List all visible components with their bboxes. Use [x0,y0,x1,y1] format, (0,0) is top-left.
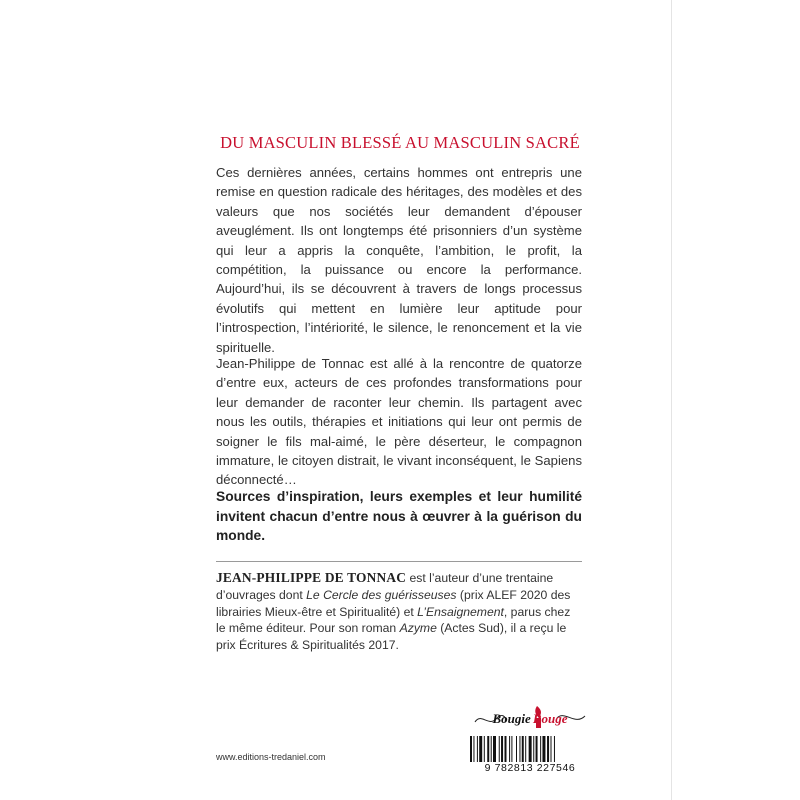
description-paragraph-bold: Sources d’inspiration, leurs exemples et leur humilité invitent chacun d’entre nous à œuvrer à la guérison du monde. [216,489,582,544]
bio-book-3: Azyme [399,621,437,636]
logo-word-2: Rouge [532,711,568,726]
bio-book-1: Le Cercle des guérisseuses [306,587,457,602]
divider [216,561,582,562]
description-paragraph-2: Jean-Philippe de Tonnac est allé à la rencontre de quatorze d’entre eux, acteurs de ces profondes transformations pour leur demander de raconter leur chemin. Ils partagent avec nous les outils, thérapies et initiations qui leur ont permis de soigner le fils mal-aimé, le père déserteur, le compagnon immature, le citoyen distrait, le vivant inconséquent, le Sapiens déconnecté… [216,356,582,488]
author-name: JEAN-PHILIPPE DE TONNAC [216,570,407,585]
bio-text-2: (prix ALEF 2020 des librairies Mieux-être et Spiritualité) et [216,587,571,619]
back-cover [130,0,671,800]
isbn-number: 9 782813 227546 [484,762,576,774]
bio-text-3: , parus chez le même éditeur. Pour son roman [216,604,571,636]
barcode-icon [470,736,590,762]
cover-title: DU MASCULIN BLESSÉ AU MASCULIN SACRÉ [220,133,580,152]
bio-text-4: (Actes Sud), il a reçu le prix Écritures & Spiritualités 2017. [216,621,567,653]
description-paragraph-1: Ces dernières années, certains hommes ont entrepris une remise en question radicale des héritages, des modèles et des valeurs que nos sociétés leur demandent d’épouser aveuglément. Ils ont longtemps été prisonniers d’un système qui leur a appris la conquête, l’ambition, le profit, la compétition, la puissance ou encore la performance. Aujourd’hui, ils se découvrent à travers de longs processus évolutifs qui mettent en lumière leur aptitude pour l’introspection, l’intériorité, le silence, le renoncement et la vie spirituelle. [216,165,582,355]
publisher-website: www.editions-tredaniel.com [216,752,326,762]
bio-text-1: est l’auteur d’une trentaine d’ouvrages dont [216,571,554,602]
cover-edge [671,0,672,800]
author-bio [216,570,582,654]
publisher-logo [467,702,593,736]
bio-book-2: L’Ensaignement [417,604,504,619]
logo-word-1: Bougie [492,711,531,726]
